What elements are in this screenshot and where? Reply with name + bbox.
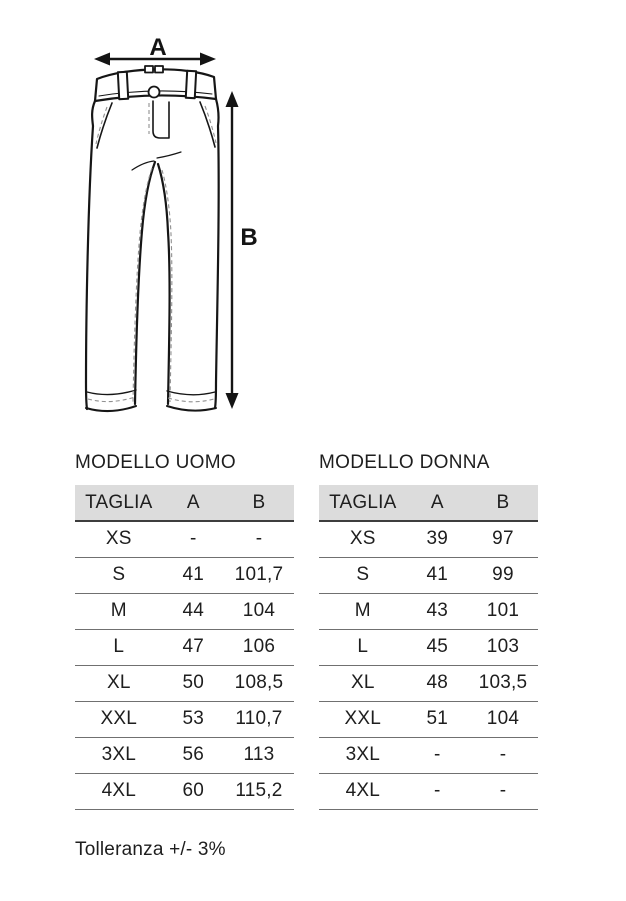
table-cell: 103 <box>468 629 538 665</box>
pants-stitching <box>88 103 216 402</box>
table-cell: XL <box>75 665 163 701</box>
table-cell: L <box>319 629 407 665</box>
table-cell: 45 <box>407 629 468 665</box>
table-cell: 3XL <box>75 737 163 773</box>
column-header: TAGLIA <box>319 485 407 521</box>
uomo-table-body <box>75 521 294 809</box>
table-cell: 3XL <box>319 737 407 773</box>
table-cell: XXL <box>75 701 163 737</box>
size-table-uomo <box>75 452 294 810</box>
table-cell: 99 <box>468 557 538 593</box>
table-cell: 43 <box>407 593 468 629</box>
table-row <box>75 665 294 701</box>
table-cell: 56 <box>163 737 224 773</box>
table-cell: - <box>407 737 468 773</box>
table-cell: 47 <box>163 629 224 665</box>
table-title-donna: MODELLO DONNA <box>319 452 490 473</box>
table-row <box>75 737 294 773</box>
table-cell: - <box>163 521 224 557</box>
table-row <box>319 701 538 737</box>
table-cell: 106 <box>224 629 294 665</box>
table-row <box>319 773 538 809</box>
size-tables <box>75 452 538 810</box>
dimension-b-arrow <box>226 91 239 409</box>
table-cell: 4XL <box>319 773 407 809</box>
donna-header-row <box>319 485 538 521</box>
table-cell: S <box>75 557 163 593</box>
table-cell: 44 <box>163 593 224 629</box>
table-cell: - <box>468 737 538 773</box>
column-header: A <box>163 485 224 521</box>
table-cell: 4XL <box>75 773 163 809</box>
table-cell: 60 <box>163 773 224 809</box>
dim-label-a: A <box>149 34 167 61</box>
pants-outline <box>86 66 219 411</box>
table-cell: - <box>224 521 294 557</box>
table-cell: 97 <box>468 521 538 557</box>
table-row <box>319 521 538 557</box>
uomo-table <box>75 485 294 810</box>
column-header: B <box>224 485 294 521</box>
table-cell: S <box>319 557 407 593</box>
table-cell: 113 <box>224 737 294 773</box>
table-cell: 39 <box>407 521 468 557</box>
table-cell: 41 <box>407 557 468 593</box>
table-cell: 50 <box>163 665 224 701</box>
table-row <box>75 593 294 629</box>
table-row <box>75 773 294 809</box>
table-cell: L <box>75 629 163 665</box>
table-cell: M <box>75 593 163 629</box>
table-cell: 48 <box>407 665 468 701</box>
donna-table-body <box>319 521 538 809</box>
table-row <box>319 557 538 593</box>
pants-front-illustration <box>55 15 275 435</box>
tolerance-note: Tolleranza +/- 3% <box>75 839 226 860</box>
table-cell: 110,7 <box>224 701 294 737</box>
pants-diagram <box>55 15 275 435</box>
table-cell: 104 <box>468 701 538 737</box>
table-row <box>75 521 294 557</box>
column-header: B <box>468 485 538 521</box>
table-cell: 108,5 <box>224 665 294 701</box>
table-cell: 41 <box>163 557 224 593</box>
table-cell: 101 <box>468 593 538 629</box>
table-cell: - <box>407 773 468 809</box>
uomo-header-row <box>75 485 294 521</box>
table-cell: XXL <box>319 701 407 737</box>
table-cell: 53 <box>163 701 224 737</box>
table-cell: XS <box>319 521 407 557</box>
donna-table <box>319 485 538 810</box>
table-title-uomo: MODELLO UOMO <box>75 452 236 473</box>
table-row <box>319 593 538 629</box>
column-header: A <box>407 485 468 521</box>
table-row <box>75 629 294 665</box>
table-cell: XL <box>319 665 407 701</box>
column-header: TAGLIA <box>75 485 163 521</box>
table-cell: 103,5 <box>468 665 538 701</box>
size-table-donna <box>319 452 538 810</box>
table-cell: 101,7 <box>224 557 294 593</box>
table-row <box>319 737 538 773</box>
table-cell: - <box>468 773 538 809</box>
table-cell: XS <box>75 521 163 557</box>
table-cell: 104 <box>224 593 294 629</box>
table-row <box>319 665 538 701</box>
dim-label-b: B <box>240 224 258 251</box>
table-row <box>75 701 294 737</box>
table-row <box>319 629 538 665</box>
table-cell: 51 <box>407 701 468 737</box>
table-row <box>75 557 294 593</box>
table-cell: 115,2 <box>224 773 294 809</box>
table-cell: M <box>319 593 407 629</box>
